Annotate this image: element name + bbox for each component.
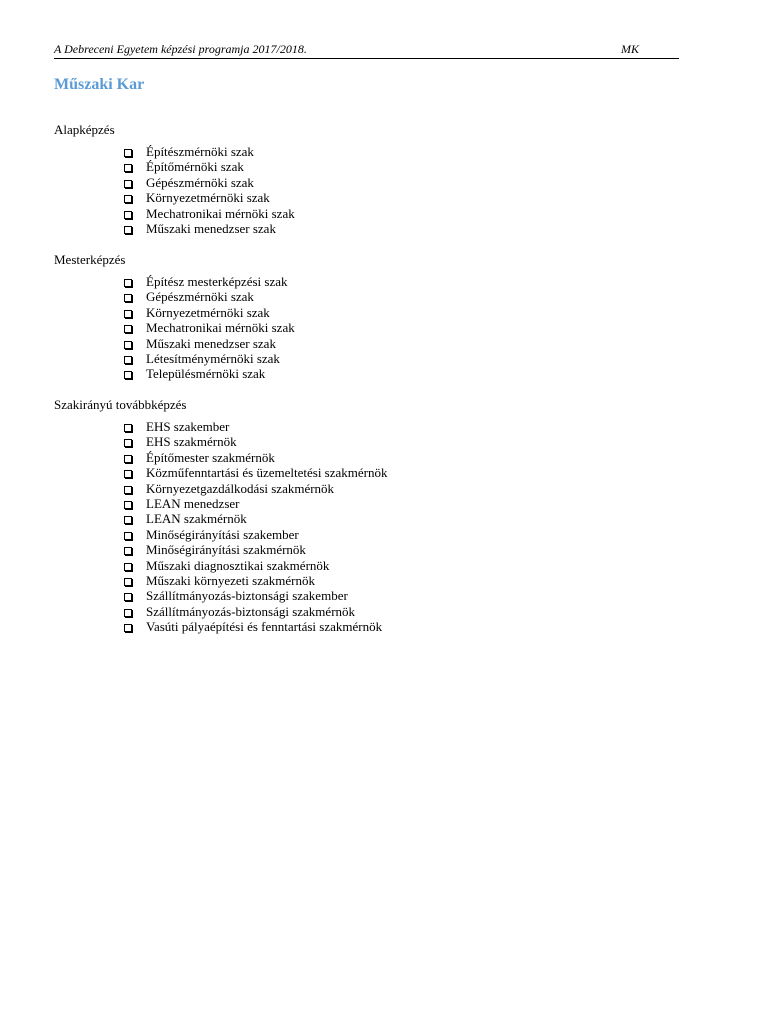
program-list <box>54 274 674 382</box>
program-list <box>54 144 674 236</box>
list-item-label: Gépészmérnöki szak <box>146 289 254 305</box>
list-item <box>124 604 674 619</box>
list-item <box>124 588 674 603</box>
list-item <box>124 206 674 221</box>
list-item <box>124 289 674 304</box>
square-bullet-icon <box>124 516 132 524</box>
header-initials: MK <box>621 42 639 56</box>
square-bullet-icon <box>124 149 132 157</box>
list-item-label: Építészmérnöki szak <box>146 144 254 159</box>
list-item-label: Településmérnöki szak <box>146 366 266 382</box>
square-bullet-icon <box>124 195 132 203</box>
list-item-label: Szállítmányozás-biztonsági szakember <box>146 588 348 604</box>
list-item <box>124 274 674 289</box>
section-heading: Alapképzés <box>54 122 115 137</box>
list-item <box>124 434 674 449</box>
list-item-label: Mechatronikai mérnöki szak <box>146 205 295 221</box>
square-bullet-icon <box>124 325 132 333</box>
square-bullet-icon <box>124 593 132 601</box>
square-bullet-icon <box>124 341 132 349</box>
list-item-label: Műszaki menedzser szak <box>146 220 276 236</box>
square-bullet-icon <box>124 486 132 494</box>
section-heading: Szakirányú továbbképzés <box>54 397 187 412</box>
list-item <box>124 511 674 526</box>
list-item <box>124 481 674 496</box>
list-item-label: Építőmérnöki szak <box>146 159 244 175</box>
list-item-label: Létesítménymérnöki szak <box>146 350 280 366</box>
square-bullet-icon <box>124 532 132 540</box>
section-szakiranyu-tovabbkepzes <box>54 397 674 634</box>
section-heading: Mesterképzés <box>54 252 126 267</box>
square-bullet-icon <box>124 226 132 234</box>
square-bullet-icon <box>124 279 132 287</box>
square-bullet-icon <box>124 356 132 364</box>
square-bullet-icon <box>124 180 132 188</box>
square-bullet-icon <box>124 164 132 172</box>
square-bullet-icon <box>124 211 132 219</box>
faculty-title: Műszaki Kar <box>54 76 145 93</box>
list-item-label: Közműfenntartási és üzemeltetési szakmérnök <box>146 465 388 481</box>
list-item-label: Minőségirányítási szakmérnök <box>146 542 306 558</box>
list-item <box>124 320 674 335</box>
list-item-label: EHS szakmérnök <box>146 434 237 450</box>
list-item-label: Minőségirányítási szakember <box>146 526 299 542</box>
list-item <box>124 159 674 174</box>
list-item <box>124 496 674 511</box>
list-item <box>124 366 674 381</box>
square-bullet-icon <box>124 578 132 586</box>
list-item-label: Szállítmányozás-biztonsági szakmérnök <box>146 603 356 619</box>
list-item-label: LEAN szakmérnök <box>146 511 247 527</box>
list-item <box>124 465 674 480</box>
square-bullet-icon <box>124 563 132 571</box>
list-item <box>124 175 674 190</box>
list-item <box>124 542 674 557</box>
list-item <box>124 351 674 366</box>
square-bullet-icon <box>124 609 132 617</box>
square-bullet-icon <box>124 624 132 632</box>
list-item-label: Gépészmérnöki szak <box>146 174 254 190</box>
list-item <box>124 419 674 434</box>
list-item <box>124 190 674 205</box>
list-item-label: Műszaki menedzser szak <box>146 335 276 351</box>
square-bullet-icon <box>124 455 132 463</box>
square-bullet-icon <box>124 294 132 302</box>
section-alapkepzes <box>54 122 674 236</box>
square-bullet-icon <box>124 547 132 555</box>
list-item <box>124 336 674 351</box>
list-item-label: Építőmester szakmérnök <box>146 449 275 465</box>
list-item <box>124 450 674 465</box>
square-bullet-icon <box>124 470 132 478</box>
list-item-label: Mechatronikai mérnöki szak <box>146 320 295 336</box>
square-bullet-icon <box>124 424 132 432</box>
list-item-label: EHS szakember <box>146 419 230 434</box>
list-item <box>124 527 674 542</box>
list-item <box>124 221 674 236</box>
square-bullet-icon <box>124 439 132 447</box>
list-item-label: Vasúti pályaépítési és fenntartási szakmérnök <box>146 619 383 635</box>
section-mesterkepzes <box>54 252 674 382</box>
header-document-title: A Debreceni Egyetem képzési programja 2017/2018. <box>54 42 307 56</box>
list-item-label: Építész mesterképzési szak <box>146 274 288 289</box>
square-bullet-icon <box>124 371 132 379</box>
square-bullet-icon <box>124 310 132 318</box>
page-header <box>54 40 679 59</box>
list-item-label: LEAN menedzser <box>146 495 240 511</box>
list-item <box>124 305 674 320</box>
list-item <box>124 573 674 588</box>
list-item-label: Műszaki diagnosztikai szakmérnök <box>146 557 330 573</box>
program-list <box>54 419 674 634</box>
square-bullet-icon <box>124 501 132 509</box>
list-item-label: Környezetmérnöki szak <box>146 304 270 320</box>
list-item <box>124 619 674 634</box>
list-item-label: Műszaki környezeti szakmérnök <box>146 572 315 588</box>
list-item-label: Környezetgazdálkodási szakmérnök <box>146 480 335 496</box>
list-item <box>124 558 674 573</box>
list-item-label: Környezetmérnöki szak <box>146 190 270 206</box>
list-item <box>124 144 674 159</box>
